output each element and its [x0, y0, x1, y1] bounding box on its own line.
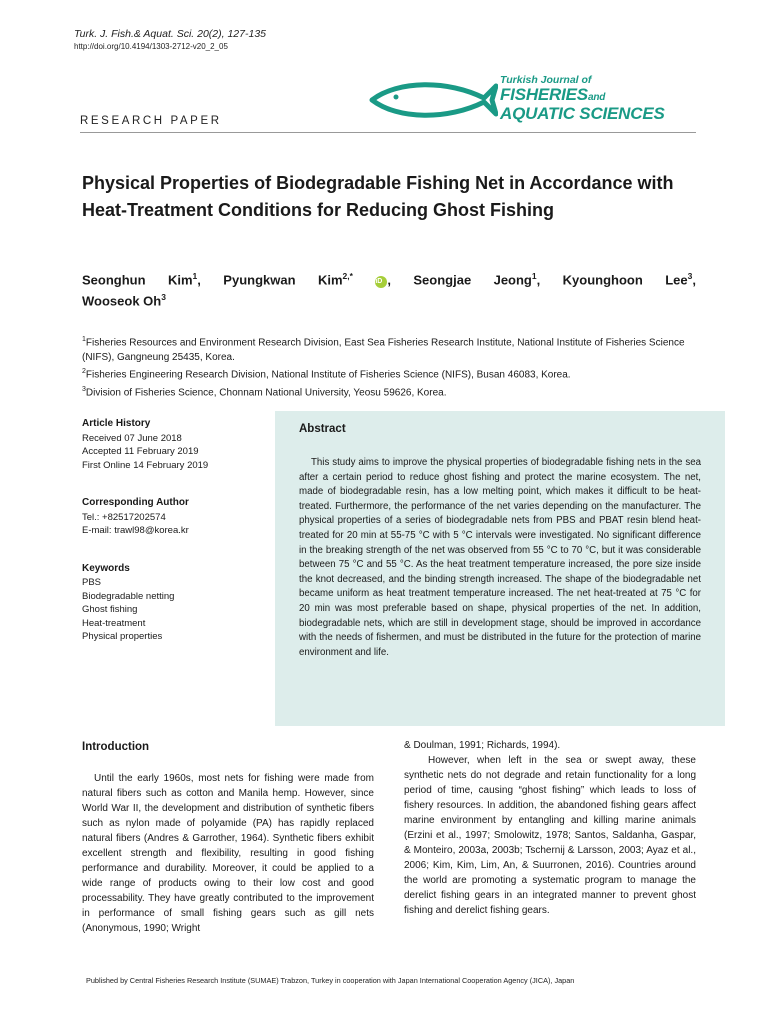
publisher-footer: Published by Central Fisheries Research Institute (SUMAE) Trabzon, Turkey in cooperation with Japan International Cooperation Agency (JICA), Japan [86, 976, 575, 985]
affiliation: $^2$Fisheries Engineering Research Division, National Institute of Fisheries Science (NIFS), Busan 46083, Korea. [82, 368, 571, 381]
sidebar [82, 417, 262, 668]
author: Seongjae Jeong [413, 272, 532, 288]
body-column-right [404, 738, 696, 918]
logo-line-1: Turkish Journal of [500, 74, 592, 86]
article-history: Article History Received 07 June 2018 Accepted 11 February 2019 First Online 14 February 2019 [82, 418, 209, 471]
orcid-icon[interactable]: iD [375, 276, 387, 288]
keyword: PBS [82, 577, 102, 588]
journal-citation: Turk. J. Fish.& Aquat. Sci. 20(2), 127-135 [74, 28, 266, 40]
journal-logo [368, 72, 708, 132]
keyword: Heat-treatment [82, 617, 146, 629]
paper-type: RESEARCH PAPER [80, 115, 222, 127]
body-column-left [82, 740, 374, 936]
keyword: Ghost fishing [82, 604, 138, 615]
author: Seonghun Kim [82, 272, 193, 288]
email-link[interactable]: E-mail: trawl98@korea.kr [82, 525, 189, 536]
author-list: Seonghun Kim$^1$, Pyungkwan Kim$^{2,*}$ iD , Seongjae Jeong$^1$, Kyounghoon Lee$^3$, [82, 271, 696, 288]
keyword: Biodegradable netting [82, 590, 175, 602]
author: Kyounghoon Lee [562, 272, 688, 288]
abstract-box [275, 411, 725, 726]
author: Wooseok Oh [82, 293, 162, 309]
author-list-cont: Wooseok Oh$^3$ [82, 292, 166, 309]
logo-line-2: FISHERIESand [500, 85, 606, 104]
divider [80, 132, 696, 133]
affiliations [82, 333, 696, 401]
affiliation: $^1$Fisheries Resources and Environment Research Division, East Sea Fisheries Research Institute, National Institute of Fisheries Science (NIFS), Gangneung 25435, Korea. [82, 336, 685, 363]
corresponding-author: Corresponding Author Tel.: +82517202574 E-mail: trawl98@korea.kr [82, 496, 262, 538]
paper-title: Physical Properties of Biodegradable Fishing Net in Accordance with Heat-Treatment Conditions for Reducing Ghost Fishing [82, 173, 674, 220]
paragraph: & Doulman, 1991; Richards, 1994). [404, 740, 561, 751]
author: Pyungkwan Kim [223, 272, 343, 288]
keyword: Physical properties [82, 631, 163, 642]
doi-link[interactable]: http://doi.org/10.4194/1303-2712-v20_2_05 [74, 42, 228, 51]
abstract-text: This study aims to improve the physical properties of biodegradable fishing nets in the sea after a certain period to reduce ghost fishing and protect the marine ecosystem. The net, made of biodegradable resin, has a low melting point, which makes it difficult to be heat-treated. Furthermore, the performance of the net varies depending on the manufacturer. The physical properties of a series of biodegradable nets from PBS and PBAT resin blend heat-treated for 20 min at 55-75 °C with 5 °C intervals were investigated. No significant difference in the breaking strength of the net was observed from 55 °C to 70 °C, but it was considerable between 75 °C and 55 °C. As the heat treatment temperature increased, the pore size inside the knot decreased, and the binding strength increased. The shape of the biodegradable net became uniform as heat treatment temperature increased. The net heat-treated at 75 °C for 20 min was most preferable based on shape, physical properties of the net. In addition, biodegradable nets, which are still in development stage, should be improved in accordance with the needs of fishermen, and must be distributed in the future for the protection of marine environment and life. [299, 457, 701, 658]
affiliation: $^3$Division of Fisheries Science, Chonnam National University, Yeosu 59626, Korea. [82, 386, 447, 399]
keywords: Keywords PBS Biodegradable netting Ghost fishing Heat-treatment Physical properties [82, 562, 262, 644]
abstract-heading: Abstract [299, 423, 346, 435]
paragraph: Until the early 1960s, most nets for fishing were made from natural fibers such as cotton and Manila hemp. However, since World War II, the development and distribution of synthetic fibers such as nylon made of polyamide (PA) has rapidly replaced natural fibers (Andres & Garrother, 1964). Synthetic fibers exhibit excellent strength and flexibility, resulting in good fishing performance and durability. Moreover, it could be applied to a wide range of products owing to their low cost and good processability. They have greatly contributed to the improvement in performance of small fishing gears such as gill nets (Anonymous, 1990; Wright [82, 773, 374, 934]
paragraph: However, when left in the sea or swept away, these synthetic nets do not degrade and retain functionality for a long period of time, causing “ghost fishing” which leads to loss of fishery resources. In addition, the abandoned fishing gears affect marine environment by entangling and killing marine animals (Erzini et al., 1997; Smolowitz, 1978; Santos, Saldanha, Gaspar, & Monteiro, 2003a, 2003b; Tschernij & Larsson, 2003; Ayaz et al., 2006; Kim, Kim, Lim, An, & Suurronen, 2016). Countries around the world are promoting a systematic program to manage the derelict fishing gears in an integrated manner to prevent ghost fishing and derelict fishing gears. [404, 755, 696, 916]
fish-logo-icon [368, 78, 498, 122]
section-heading: Introduction [82, 741, 150, 753]
logo-line-3: AQUATIC SCIENCES [500, 104, 665, 123]
